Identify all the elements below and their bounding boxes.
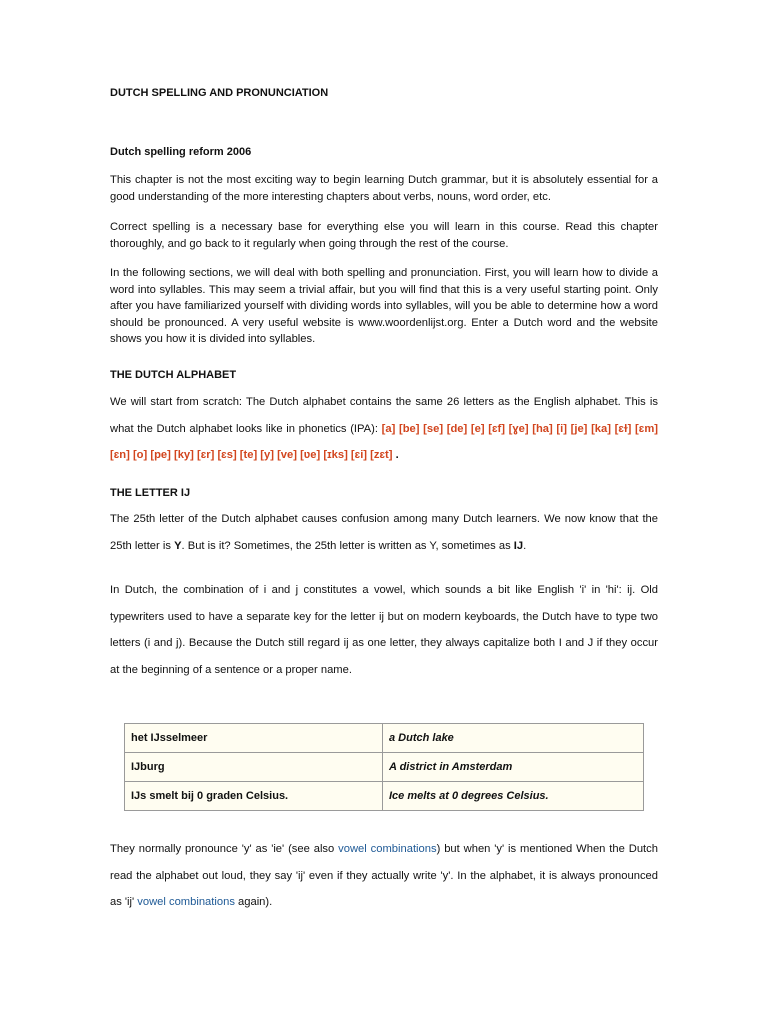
section-heading-spelling-reform: Dutch spelling reform 2006 — [110, 146, 252, 158]
letter-ij-text-b: . But is it? Sometimes, the 25th letter is written as Y, sometimes as — [181, 539, 514, 552]
closing-paragraph — [110, 836, 658, 916]
closing-text-a: They normally pronounce 'y' as 'ie' (see also — [110, 843, 339, 855]
table-cell-english: a Dutch lake — [383, 724, 644, 753]
section-heading-letter-ij: THE LETTER IJ — [110, 487, 191, 499]
alphabet-paragraph — [110, 389, 658, 469]
page-title: DUTCH SPELLING AND PRONUNCIATION — [110, 87, 329, 99]
ipa-period: . — [395, 449, 399, 461]
ij-vowel-paragraph: In Dutch, the combination of i and j constitutes a vowel, which sounds a bit like English 'i' in 'hi': ij. Old typewriters used to have a separate key for the letter ij but on modern keyboards, the Dutch have to type two letters (i and j). Because the Dutch still regard ij as one letter, they always capitalize both I and J if they occur at the beginning of a sentence or a proper name. — [110, 584, 658, 676]
closing-text-b: ) but when 'y' is mentioned When the Dutch read the alphabet out loud, they say 'ij' even if they actually write 'y'. In the alphabet, it is always pronounced as 'ij' — [110, 843, 658, 908]
table-row — [125, 782, 644, 811]
letter-ij: IJ — [513, 539, 524, 552]
alphabet-intro-text: We will start from scratch: The Dutch alphabet contains the same 26 letters as the English alphabet. This is what the Dutch alphabet looks like in phonetics (IPA): — [110, 396, 658, 435]
section-heading-alphabet: THE DUTCH ALPHABET — [110, 369, 237, 381]
table-row — [125, 724, 644, 753]
letter-ij-text-c: . — [523, 539, 527, 552]
vowel-combinations-link-2[interactable]: vowel combinations — [137, 896, 235, 908]
spelling-paragraph: Correct spelling is a necessary base for everything else you will learn in this course. Read this chapter thoroughly, and go back to it regularly when going through the rest of the course. — [110, 221, 658, 250]
vowel-combinations-link[interactable]: vowel combinations — [338, 843, 437, 855]
table-cell-english: A district in Amsterdam — [383, 753, 644, 782]
letter-ij-text-a: The 25th letter of the Dutch alphabet causes confusion among many Dutch learners. We now know that the 25th letter is — [110, 513, 658, 552]
table-row — [125, 753, 644, 782]
table-cell-dutch: IJburg — [125, 753, 383, 782]
letter-y: Y — [174, 539, 182, 552]
closing-text-c: again). — [234, 896, 273, 908]
table-cell-english: Ice melts at 0 degrees Celsius. — [383, 782, 644, 811]
letter-ij-paragraph — [110, 506, 658, 559]
table-cell-dutch: het IJsselmeer — [125, 724, 383, 753]
ij-examples-table — [124, 723, 644, 811]
ipa-alphabet: [a] [be] [se] [de] [e] [ɛf] [ɣe] [ha] [i] [je] [ka] [ɛɫ] [ɛm] [ɛn] [o] [pe] [ky] [ɛr] [ɛs] [te] [y] [ve] [ʋe] [ɪks] [ɛi] [zɛt] — [110, 422, 658, 461]
table-cell-dutch: IJs smelt bij 0 graden Celsius. — [125, 782, 383, 811]
intro-paragraph: This chapter is not the most exciting way to begin learning Dutch grammar, but it is absolutely essential for a good understanding of the more interesting chapters about verbs, nouns, word order, etc. — [110, 174, 658, 203]
syllables-paragraph: In the following sections, we will deal with both spelling and pronunciation. First, you will learn how to divide a word into syllables. This may seem a trivial affair, but you will find that this is a very useful starting point. Only after you have familiarized yourself with dividing words into syllables, will you be able to determine how a word should be pronounced. A very useful website is www.woordenlijst.org. Enter a Dutch word and the website shows you how it is divided into syllables. — [110, 267, 658, 345]
